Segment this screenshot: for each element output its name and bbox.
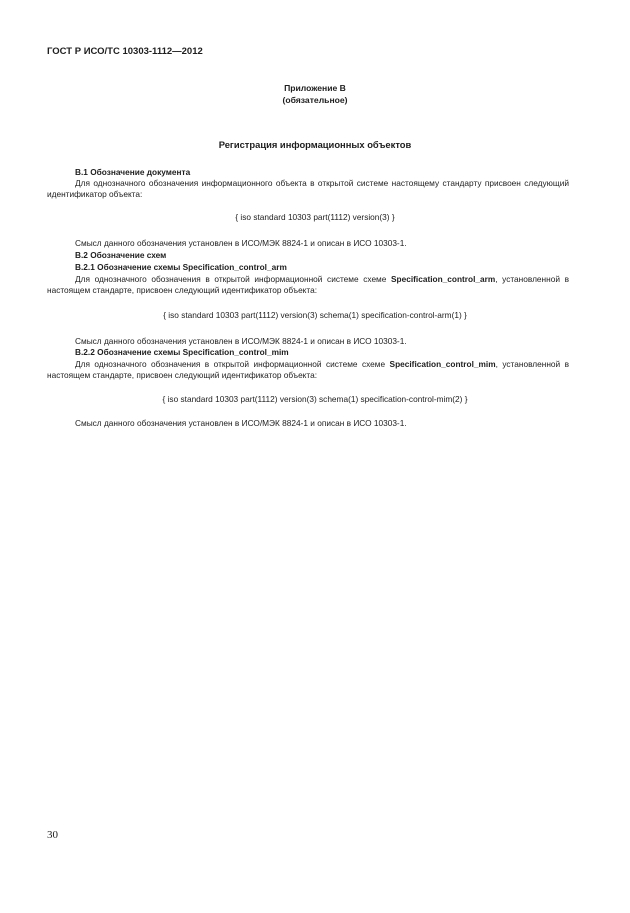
meaning-text-b1: Смысл данного обозначения установлен в ИСО/МЭК 8824-1 и описан в ИСО 10303-1. bbox=[75, 238, 407, 248]
section-text-b1: Для однозначного обозначения информационного объекта в открытой системе настоящему стандарту присвоен следующий идентификатор объекта: bbox=[47, 178, 569, 199]
section-heading-b22: В.2.2 Обозначение схемы Specification_control_mim bbox=[75, 347, 289, 357]
section-text-b22 bbox=[47, 359, 569, 380]
document-header: ГОСТ Р ИСО/ТС 10303-1112—2012 bbox=[47, 46, 203, 57]
annex-title bbox=[0, 140, 630, 151]
section-text-b22-before: Для однозначного обозначения в открытой информационной системе схеме bbox=[75, 359, 390, 369]
object-identifier-b21: { iso standard 10303 part(1112) version(3) schema(1) specification-control-arm(1) } bbox=[163, 310, 467, 320]
object-identifier-b22: { iso standard 10303 part(1112) version(3) schema(1) specification-control-mim(2) } bbox=[162, 394, 468, 404]
page-number: 30 bbox=[47, 829, 58, 841]
annex-block bbox=[0, 82, 630, 106]
section-heading-b2: В.2 Обозначение схем bbox=[75, 250, 167, 260]
object-identifier-b1: { iso standard 10303 part(1112) version(3) } bbox=[235, 212, 395, 222]
annex-label: Приложение В bbox=[284, 83, 346, 93]
section-text-b22-after: , установленной в настоящем стандарте, присвоен следующий идентификатор объекта: bbox=[47, 359, 569, 380]
section-text-b21-before: Для однозначного обозначения в открытой информационной системе схеме bbox=[75, 274, 392, 284]
annex-type: (обязательное) bbox=[282, 95, 348, 105]
section-text-b21 bbox=[47, 274, 569, 295]
section-heading-b21: В.2.1 Обозначение схемы Specification_control_arm bbox=[75, 262, 287, 272]
meaning-text-b21: Смысл данного обозначения установлен в ИСО/МЭК 8824-1 и описан в ИСО 10303-1. bbox=[75, 336, 407, 346]
schema-name-arm: Specification_control_arm bbox=[391, 274, 496, 284]
section-heading-b1: В.1 Обозначение документа bbox=[75, 167, 191, 177]
annex-title-text: Регистрация информационных объектов bbox=[218, 139, 412, 150]
schema-name-mim: Specification_control_mim bbox=[389, 359, 496, 369]
meaning-text-b22: Смысл данного обозначения установлен в ИСО/МЭК 8824-1 и описан в ИСО 10303-1. bbox=[75, 418, 407, 428]
section-text-b21-after: , установленной в настоящем стандарте, присвоен следующий идентификатор объекта: bbox=[47, 274, 569, 295]
